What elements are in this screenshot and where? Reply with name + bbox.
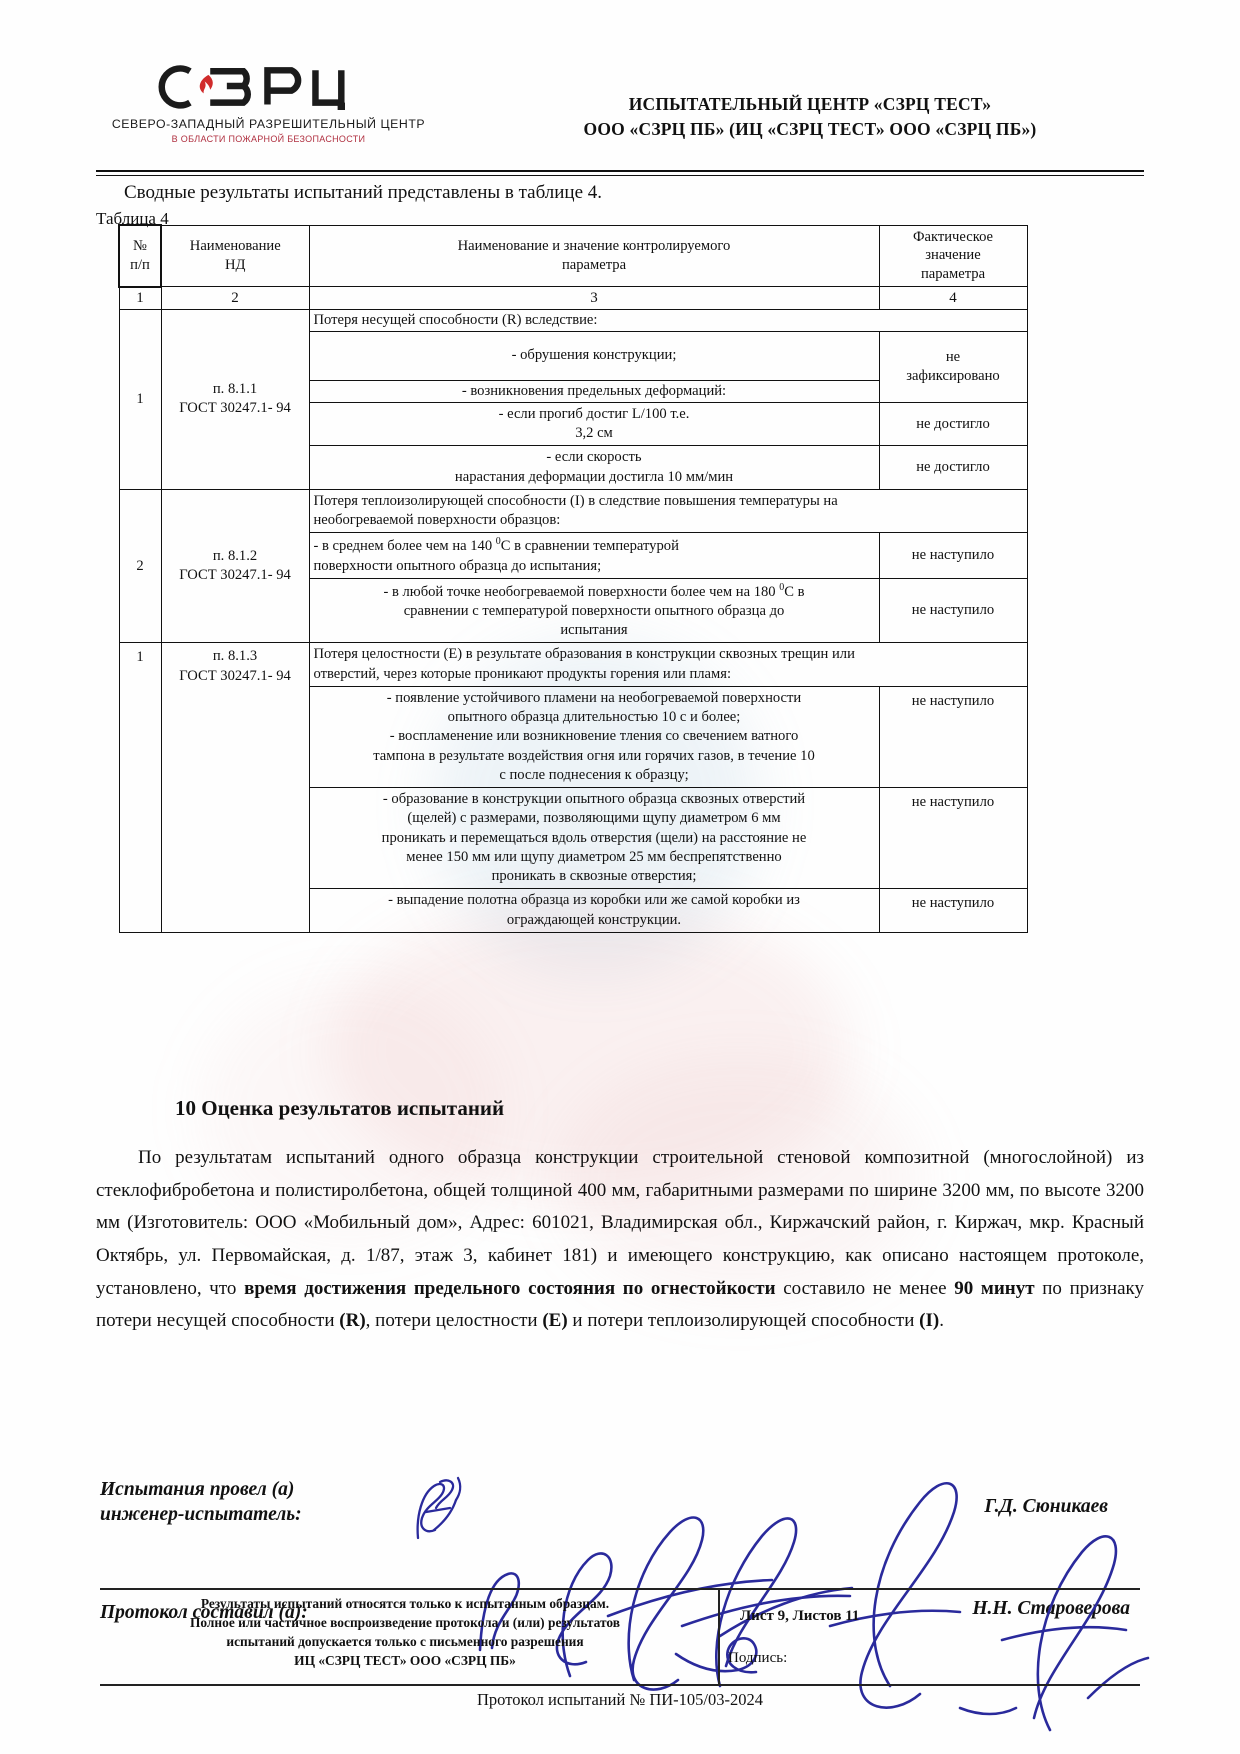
header-no-line1: №	[133, 237, 147, 254]
header-actual-line3: параметра	[920, 266, 986, 283]
par-bold-3: (R)	[339, 1310, 366, 1332]
row3-title-line1: Потеря целостности (Е) в результате образования в конструкции сквозных трещин или	[313, 646, 855, 663]
row3-p1-line3: - воспламенение или возникновение тления со свечением ватного	[389, 728, 799, 745]
header-divider	[96, 170, 1144, 172]
table-caption: Таблица 4	[96, 209, 169, 228]
colnum-3: 3	[309, 287, 879, 310]
row3-p3-line1: - выпадение полотна образца из коробки или же самой коробки из	[388, 892, 800, 909]
footer-vertical-divider	[718, 1588, 720, 1684]
row2-title-line2: необогреваемой поверхности образцов:	[313, 512, 561, 529]
company-logo	[96, 62, 441, 144]
row1-title: Потеря несущей способности (R) вследствие:	[309, 309, 1027, 331]
par-seg-2: составило не менее	[775, 1277, 955, 1299]
par-seg-6: .	[939, 1310, 944, 1332]
row3-p2	[309, 788, 879, 889]
header-cell-no	[119, 225, 161, 287]
row2-p2-b: С в	[784, 583, 805, 600]
row2-p1-b: С в сравнении температурой	[500, 538, 679, 555]
row3-number: 1	[119, 643, 161, 933]
intro-block	[96, 182, 1144, 229]
logo-subtitle-main: СЕВЕРО-ЗАПАДНЫЙ РАЗРЕШИТЕЛЬНЫЙ ЦЕНТР	[111, 117, 426, 131]
row1-p1-value	[879, 331, 1027, 402]
row3-title-line2: отверстий, через которые проникают продукты горения или пламя:	[313, 665, 732, 682]
row3-p2-line2: (щелей) с размерами, позволяющими щупу диаметром 6 мм	[407, 810, 781, 827]
evaluation-paragraph	[96, 1142, 1144, 1338]
row3-title	[309, 643, 1027, 687]
org-line-1: ИСПЫТАТЕЛЬНЫЙ ЦЕНТР «СЗРЦ ТЕСТ»	[628, 94, 992, 114]
row2-p1-value: не наступило	[879, 533, 1027, 578]
sig-engineer-line2: инженер-испытатель:	[100, 1503, 302, 1525]
header-no-line2: п/п	[130, 256, 150, 273]
par-seg-1: По результатам испытаний одного образца конструкции строительной стеновой композитной (многослойной) из стеклофибробетона и полистиролбетона, общей толщиной 400 мм, габаритными размерами по ширине 3200 мм, по высоте 3200 мм (Изготовитель: ООО «Мобильный дом», Адрес: 601021, Владимирская обл., Киржачский район, г. Киржач, мкр. Красный Октябрь, ул. Первомайская, д. 1/87, этаж 3, кабинет 181) и имеющего конструкцию, как описано настоящем протоколе, установлено, что	[96, 1147, 1144, 1299]
szrc-logo-icon	[153, 62, 384, 110]
header-nd-line2: НД	[225, 256, 246, 273]
row1-p4-line1: - если скорость	[546, 449, 642, 466]
section-10-heading: 10 Оценка результатов испытаний	[175, 1096, 505, 1120]
row1-nd	[161, 309, 309, 489]
signature-name-engineer: Г.Д. Сюникаев	[984, 1496, 1108, 1517]
row3-p3-line2: ограждающей конструкции.	[506, 911, 682, 928]
row3-p2-line3: проникать и перемещаться вдоль отверстия (щели) на расстояние не	[381, 829, 807, 846]
row3-p2-value: не наступило	[879, 788, 1027, 889]
row1-p3-line2: 3,2 см	[575, 425, 613, 442]
row2-p2-a: - в любой точке необогреваемой поверхности более чем на 180	[383, 583, 780, 600]
row1-p3-value: не достигло	[879, 402, 1027, 446]
colnum-2: 2	[161, 287, 309, 310]
row1-p1: - обрушения конструкции;	[309, 331, 879, 380]
par-bold-4: (Е)	[542, 1310, 568, 1332]
signature-name-compiler: Н.Н. Староверова	[972, 1598, 1130, 1619]
footer-signature-label: Подпись:	[728, 1650, 788, 1666]
row1-number: 1	[119, 309, 161, 489]
degree-symbol: 0	[495, 536, 501, 548]
row2-nd-line2: ГОСТ 30247.1- 94	[179, 567, 291, 584]
row2-p1-line1	[314, 535, 875, 556]
row3-nd-line2: ГОСТ 30247.1- 94	[179, 667, 291, 684]
row2-p2	[309, 578, 879, 643]
header-cell-actual	[879, 225, 1027, 287]
header-cell-nd	[161, 225, 309, 287]
intro-sentence: Сводные результаты испытаний представлены в таблице 4.	[124, 182, 603, 203]
row2-p2-line2: сравнении с температурой поверхности опытного образца до	[403, 602, 785, 619]
row2-nd	[161, 489, 309, 642]
row2-number: 2	[119, 489, 161, 642]
section-10-paragraph	[96, 1142, 1144, 1338]
logo-subtitle-secondary: В ОБЛАСТИ ПОЖАРНОЙ БЕЗОПАСНОСТИ	[171, 134, 366, 144]
par-seg-5: и потери теплоизолирующей способности	[567, 1310, 920, 1332]
par-seg-3: по признаку потери несущей способности	[96, 1277, 1144, 1332]
signature-row-engineer	[100, 1478, 1148, 1536]
table-column-number-row	[119, 287, 1027, 310]
row2-title-line1: Потеря теплоизолирующей способности (I) в следствие повышения температуры на	[313, 492, 838, 509]
row1-p3-line1: - если прогиб достиг L/100 т.е.	[498, 405, 690, 422]
row1-p1-value-line1: не	[945, 348, 961, 365]
par-seg-4: , потери целостности	[365, 1310, 543, 1332]
header-param-line1: Наименование и значение контролируемого	[457, 237, 731, 254]
org-line-2: ООО «СЗРЦ ПБ» (ИЦ «СЗРЦ ТЕСТ» ООО «СЗРЦ ПБ»)	[583, 118, 1037, 139]
row2-p1-line2: поверхности опытного образца до испытания;	[313, 557, 602, 574]
row3-p1-line4: тампона в результате воздействия огня или горячих газов, в течение 10	[373, 747, 815, 764]
row3-p1-value: не наступило	[879, 686, 1027, 787]
row2-p2-line1	[314, 581, 875, 602]
row3-p2-line5: проникать в сквозные отверстия;	[491, 868, 697, 885]
footer-bottom-divider	[100, 1684, 1140, 1686]
row3-p1	[309, 686, 879, 787]
row1-p2: - возникновения предельных деформаций:	[309, 380, 879, 402]
row3-p3	[309, 889, 879, 933]
footer-sheet-number: Лист 9, Листов 11	[740, 1608, 860, 1624]
organization-title	[460, 92, 1160, 142]
row1-nd-line1: п. 8.1.1	[212, 381, 258, 398]
row2-title	[309, 489, 1027, 533]
row3-p1-line1: - появление устойчивого пламени на необогреваемой поверхности	[386, 689, 802, 706]
row2-p1	[309, 533, 879, 578]
table-row	[119, 643, 1027, 687]
table-row	[119, 309, 1027, 331]
footer-note-line1: Результаты испытаний относятся только к испытанным образцам.	[200, 1596, 610, 1611]
header-cell-param	[309, 225, 879, 287]
degree-symbol: 0	[779, 581, 785, 593]
row2-nd-line1: п. 8.1.2	[212, 547, 258, 564]
row3-p1-line2: опытного образца длительностью 10 с и более;	[447, 709, 741, 726]
colnum-1: 1	[119, 287, 161, 310]
signature-label-compiler: Протокол составил (а):	[100, 1602, 308, 1623]
header-actual-line1: Фактическое	[912, 228, 994, 245]
par-bold-5: (I)	[919, 1310, 940, 1332]
row1-p3	[309, 402, 879, 446]
row1-p1-value-line2: зафиксировано	[906, 367, 1000, 384]
row3-p2-line1: - образование в конструкции опытного образца сквозных отверстий	[382, 791, 806, 808]
footer-note-line3: испытаний допускается только с письменного разрешения	[226, 1634, 584, 1650]
footer-top-divider	[100, 1588, 1140, 1590]
row2-p2-line3: испытания	[560, 622, 628, 639]
table-header-row	[119, 225, 1027, 287]
document-header	[0, 52, 1240, 162]
colnum-4: 4	[879, 287, 1027, 310]
sig-engineer-line1: Испытания провел (а)	[100, 1479, 295, 1500]
footer-protocol-number: Протокол испытаний № ПИ-105/03-2024	[477, 1690, 763, 1709]
row3-p3-value: не наступило	[879, 889, 1027, 933]
footer-note-line4: ИЦ «СЗРЦ ТЕСТ» ООО «СЗРЦ ПБ»	[294, 1653, 516, 1669]
results-table	[118, 224, 1028, 933]
header-param-line2: параметра	[561, 256, 627, 273]
footer-note	[110, 1594, 700, 1670]
header-actual-line2: значение	[925, 247, 981, 264]
row3-p1-line5: с после поднесения к образцу;	[499, 766, 689, 783]
row1-p4-value: не достигло	[879, 446, 1027, 490]
footer-note-line2: Полное или частичное воспроизведение протокола и (или) результатов	[189, 1615, 621, 1631]
row1-p4-line2: нарастания деформации достигла 10 мм/мин	[454, 468, 734, 485]
row3-nd	[161, 643, 309, 933]
table-row	[119, 489, 1027, 533]
row1-nd-line2: ГОСТ 30247.1- 94	[179, 400, 291, 417]
row2-p1-a: - в среднем более чем на 140	[313, 538, 496, 555]
row3-p2-line4: менее 150 мм или щупу диаметром 25 мм беспрепятственно	[406, 848, 782, 865]
row1-p4	[309, 446, 879, 490]
par-bold-1: время достижения предельного состояния по огнестойкости	[244, 1277, 776, 1299]
par-bold-2: 90 минут	[954, 1277, 1035, 1299]
row2-p2-value: не наступило	[879, 578, 1027, 643]
header-nd-line1: Наименование	[189, 237, 281, 254]
row3-nd-line1: п. 8.1.3	[212, 648, 258, 665]
